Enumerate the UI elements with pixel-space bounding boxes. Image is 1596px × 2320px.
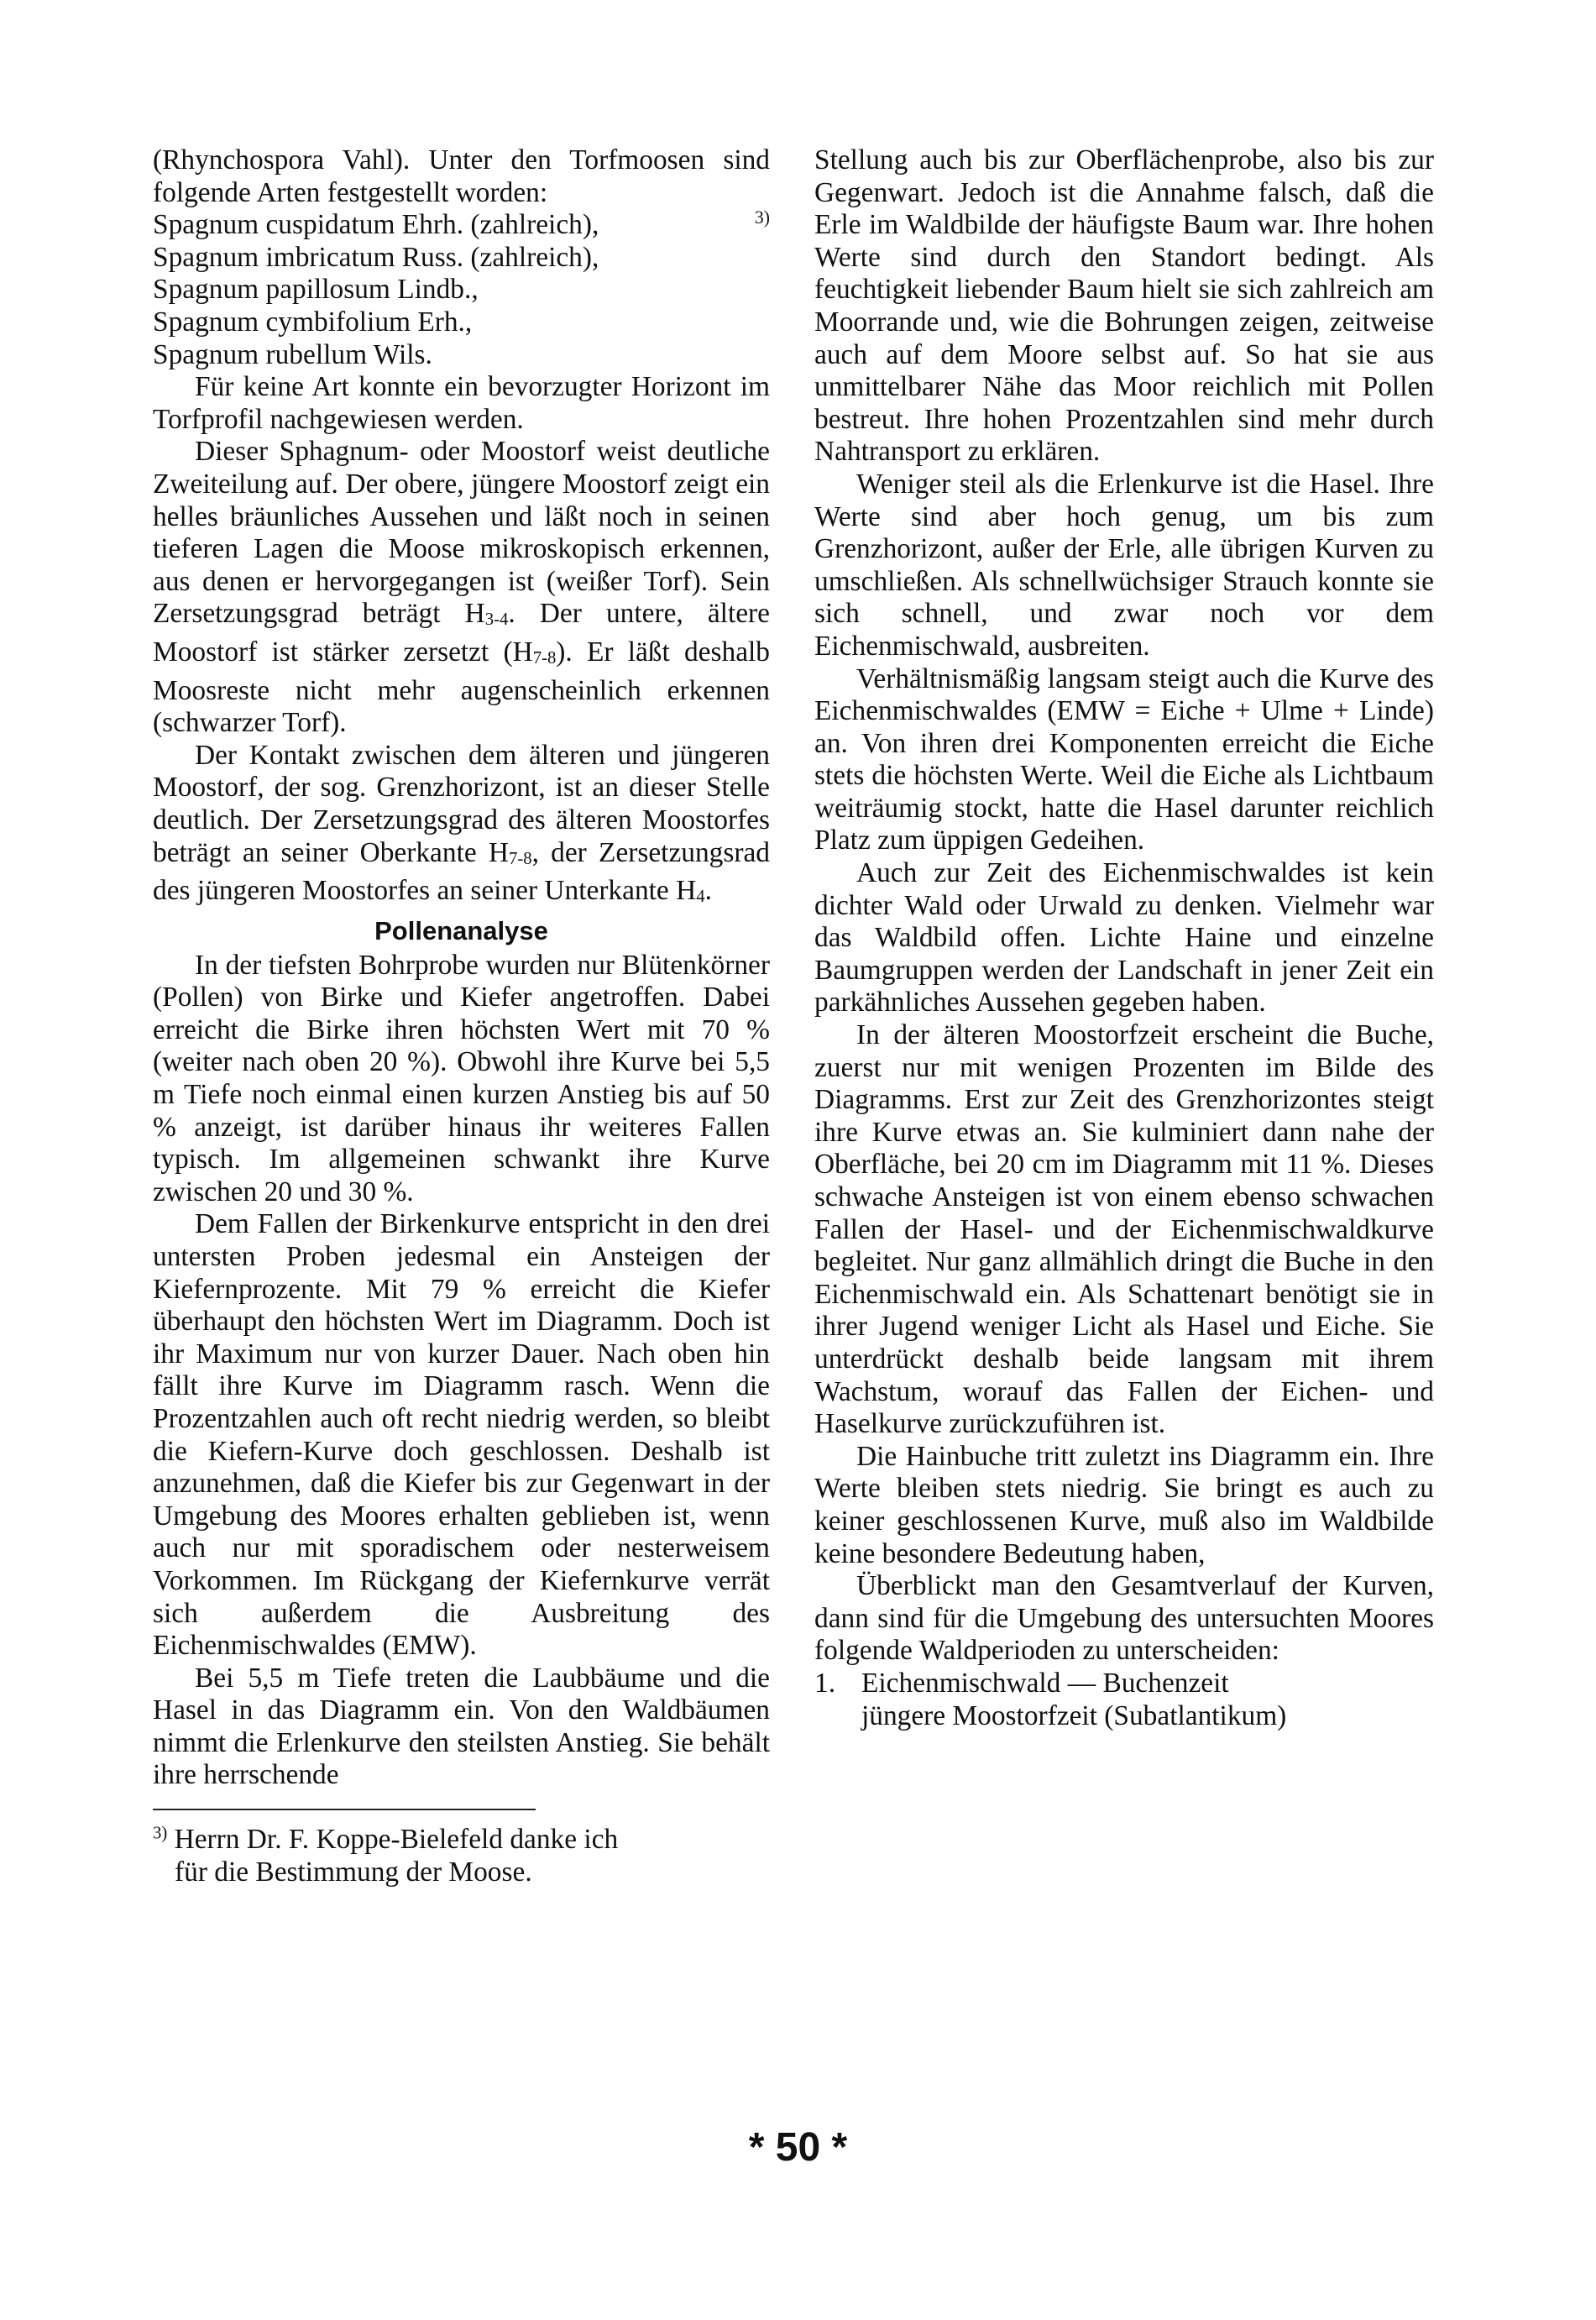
paragraph: Stellung auch bis zur Oberflächenprobe, also bis zur Gegenwart. Jedoch ist die Annahme falsch, daß die Erle im Waldbilde der häufigste Baum war. Ihre hohen Werte sind durch den Standort bedingt. Als feuchtigkeit liebender Baum hielt sie sich zahlreich am Moorrande und, wie die Bohrungen zeigen, zeitweise auch auf dem Moore selbst auf. So hat sie aus unmittelbarer Nähe das Moor reichlich mit Pollen bestreut. Ihre hohen Prozentzahlen sind mehr durch Nahtransport zu erklären. xyxy=(814,144,1434,468)
paragraph: Der Kontakt zwischen dem älteren und jüngeren Moostorf, der sog. Grenzhorizont, ist an dieser Stelle deutlich. Der Zersetzungsgrad des älteren Moostorfes beträgt an seiner Oberkante H7-8, der Zersetzungsrad des jüngeren Moostorfes an seiner Unterkante H4. xyxy=(153,739,770,907)
footnote-text: Herrn Dr. F. Koppe-Bielefeld danke ich xyxy=(174,1824,619,1856)
species-item: Spagnum rubellum Wils. xyxy=(153,338,432,370)
paragraph: Die Hainbuche tritt zuletzt ins Diagramm ein. Ihre Werte bleiben stets niedrig. Sie bringt es auch zu keiner geschlossenen Kurve, muß also im Waldbilde keine besondere Bedeutung haben, xyxy=(814,1440,1434,1569)
species-item: Spagnum cuspidatum Ehrh. (zahlreich), $^{3)}$ xyxy=(153,207,770,241)
footnote xyxy=(153,1824,770,1888)
species-item: Spagnum cymbifolium Erh., xyxy=(153,306,473,338)
paragraph: Dem Fallen der Birkenkurve entspricht in den drei untersten Proben jedesmal ein Ansteigen der Kiefernprozente. Mit 79 % erreicht die Kiefer überhaupt den höchsten Wert im Diagramm. Doch ist ihr Maximum nur von kurzer Dauer. Nach oben hin fällt ihre Kurve im Diagramm rasch. Wenn die Prozentzahlen auch oft recht niedrig werden, so bleibt die Kiefern-Kurve doch geschlossen. Deshalb ist anzunehmen, daß die Kiefer bis zur Gegenwart in der Umgebung des Moores erhalten geblieben ist, wenn auch nur mit sporadischem oder nesterweisem Vorkommen. Im Rückgang der Kiefernkurve verrät sich außerdem die Ausbreitung des Eichenmischwaldes (EMW). xyxy=(153,1208,770,1662)
paragraph: Auch zur Zeit des Eichenmischwaldes ist kein dichter Wald oder Urwald zu denken. Vielmehr war das Waldbild offen. Lichte Haine und einzelne Baumgruppen werden der Landschaft in jener Zeit ein parkähnliches Aussehen gegeben haben. xyxy=(814,857,1434,1019)
list-text: Eichenmischwald — Buchenzeit xyxy=(861,1667,1229,1699)
list-text: jüngere Moostorfzeit (Subatlantikum) xyxy=(861,1699,1287,1731)
page-number: * 50 * xyxy=(748,2125,848,2170)
paragraph: Dieser Sphagnum- oder Moostorf weist deutliche Zweiteilung auf. Der obere, jüngere Moostorf zeigt ein helles bräunliches Aussehen und läßt noch in seinen tieferen Lagen die Moose mikroskopisch erkennen, aus denen er hervorgegangen ist (weißer Torf). Sein Zersetzungsgrad beträgt H3-4. Der untere, ältere Moostorf ist stärker zersetzt (H7-8). Er läßt deshalb Moosreste nicht mehr augenscheinlich erkennen (schwarzer Torf). xyxy=(153,436,770,739)
species-list xyxy=(153,209,770,371)
species-item: Spagnum papillosum Lindb., xyxy=(153,274,479,306)
right-column xyxy=(814,144,1434,1732)
paragraph: Weniger steil als die Erlenkurve ist die Hasel. Ihre Werte sind aber hoch genug, um bis zum Grenzhorizont, außer der Erle, alle übrigen Kurven zu umschließen. Als schnellwüchsiger Strauch konnte sie sich schnell, und zwar noch vor dem Eichenmischwald, ausbreiten. xyxy=(814,468,1434,662)
paragraph: Bei 5,5 m Tiefe treten die Laubbäume und die Hasel in das Diagramm ein. Von den Waldbäumen nimmt die Erlenkurve den steilsten Anstieg. Sie behält ihre herrschende xyxy=(153,1662,770,1791)
footnote-mark: 3) xyxy=(153,1824,168,1843)
footnote-reference: 3) xyxy=(754,207,770,228)
paragraph: Für keine Art konnte ein bevorzugter Horizont im Torfprofil nachgewiesen werden. xyxy=(153,371,770,435)
paragraph: (Rhynchospora Vahl). Unter den Torfmoosen sind folgende Arten festgestellt worden: xyxy=(153,144,770,208)
section-heading: Pollenanalyse xyxy=(374,916,548,946)
paragraph: Verhältnismäßig langsam steigt auch die Kurve des Eichenmischwaldes (EMW = Eiche + Ulme + Linde) an. Von ihren drei Komponenten erreicht die Eiche stets die höchsten Werte. Weil die Eiche als Lichtbaum weiträumig stockt, hatte die Hasel darunter reichlich Platz zum üppigen Gedeihen. xyxy=(814,662,1434,856)
footnote-text: für die Bestimmung der Moose. xyxy=(175,1856,532,1888)
species-item: Spagnum imbricatum Russ. (zahlreich), xyxy=(153,241,599,273)
left-column xyxy=(153,144,770,1888)
paragraph: Überblickt man den Gesamtverlauf der Kurven, dann sind für die Umgebung des untersuchten Moores folgende Waldperioden zu unterscheiden: xyxy=(814,1570,1434,1667)
paragraph: In der tiefsten Bohrprobe wurden nur Blütenkörner (Pollen) von Birke und Kiefer angetroffen. Dabei erreicht die Birke ihren höchsten Wert mit 70 % (weiter nach oben 20 %). Obwohl ihre Kurve bei 5,5 m Tiefe noch einmal einen kurzen Anstieg bis auf 50 % anzeigt, ist darüber hinaus ihr weiteres Fallen typisch. Im allgemeinen schwankt ihre Kurve zwischen 20 und 30 %. xyxy=(153,949,770,1207)
paragraph: In der älteren Moostorfzeit erscheint die Buche, zuerst nur mit wenigen Prozenten im Bilde des Diagramms. Erst zur Zeit des Grenzhorizontes steigt ihre Kurve etwas an. Sie kulminiert dann nahe der Oberfläche, bei 20 cm im Diagramm mit 11 %. Dieses schwache Ansteigen ist von einem ebenso schwachen Fallen der Hasel- und der Eichenmischwaldkurve begleitet. Nur ganz allmählich dringt die Buche in den Eichenmischwald ein. Als Schattenart benötigt sie in ihrer Jugend weniger Licht als Hasel und Eiche. Sie unterdrückt deshalb beide langsam mit ihrem Wachstum, worauf das Fallen der Eichen- und Haselkurve zurückzuführen ist. xyxy=(814,1019,1434,1440)
footnote-divider xyxy=(153,1809,536,1810)
list-number: 1. xyxy=(814,1667,836,1699)
enumerated-item xyxy=(814,1668,1434,1732)
